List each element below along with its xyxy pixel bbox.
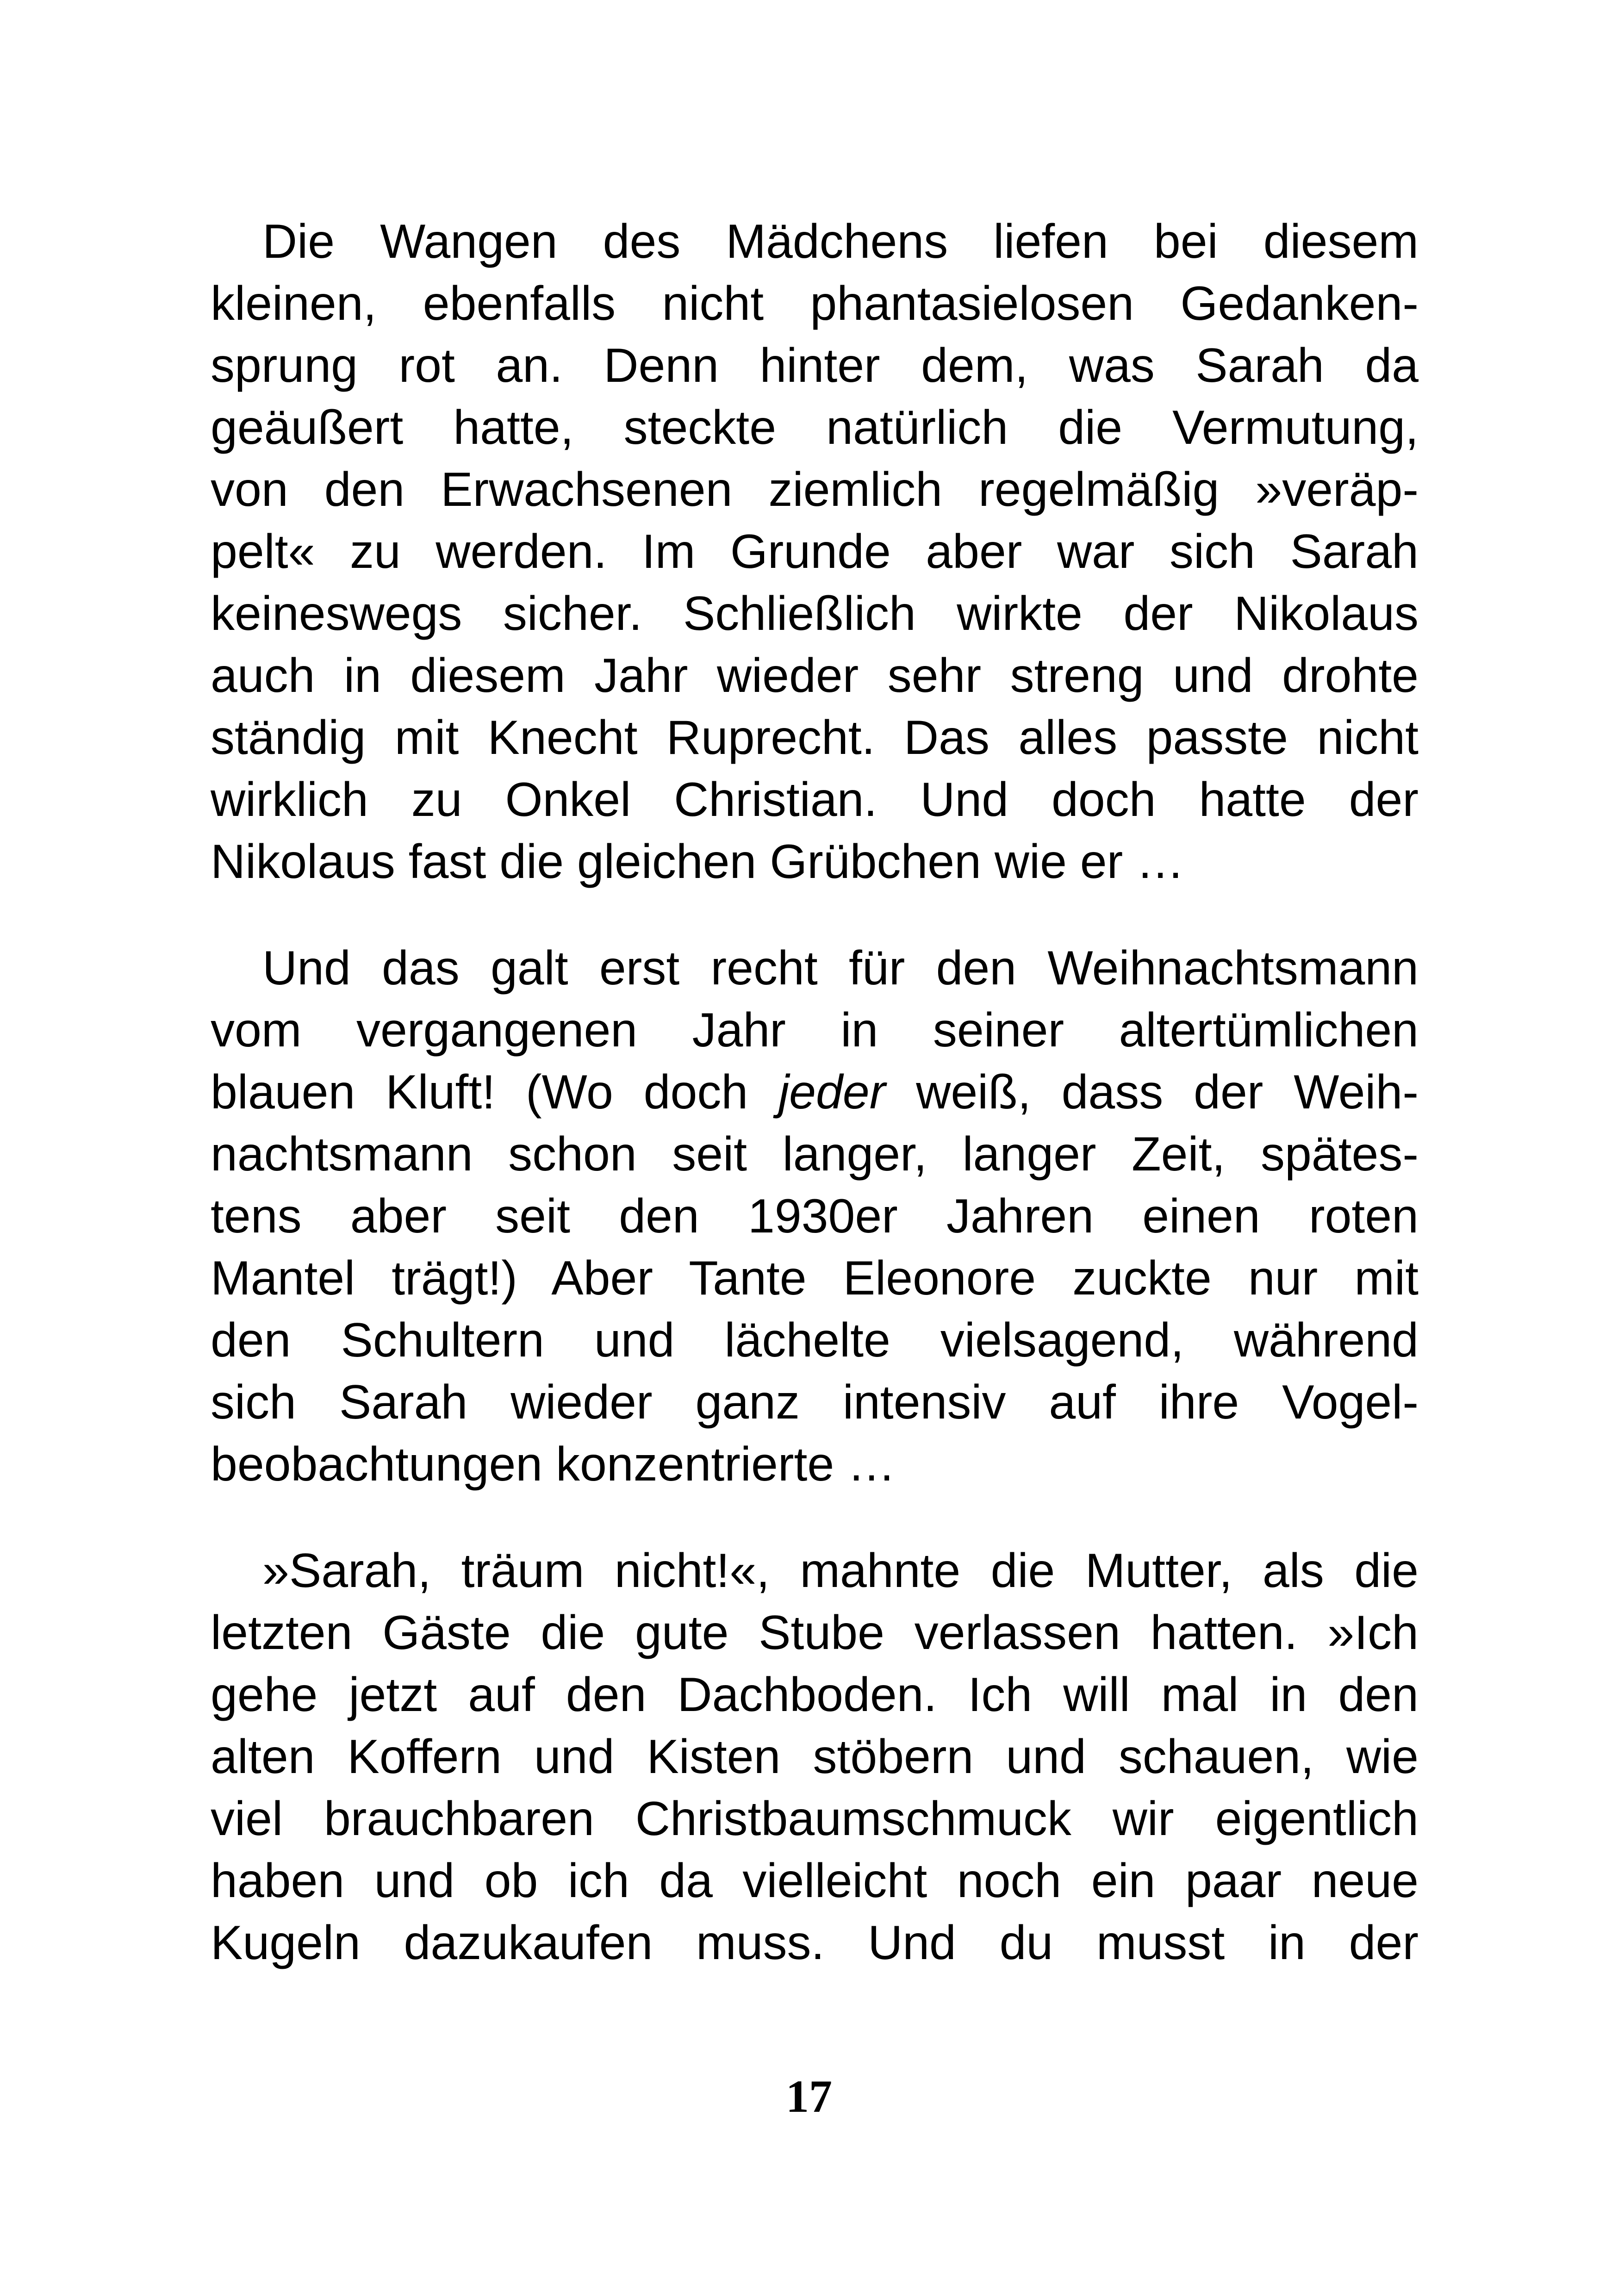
text-line: sprung rot an. Denn hinter dem, was Sarah da (211, 339, 1419, 392)
paragraph-spacer (211, 1495, 1419, 1540)
text-line: auch in diesem Jahr wieder sehr streng und drohte (211, 649, 1419, 703)
text-line: geäußert hatte, steckte natürlich die Vermutung, (211, 401, 1419, 454)
paragraph-2 (211, 937, 1419, 1495)
paragraph-1 (211, 211, 1419, 893)
text-line: sich Sarah wieder ganz intensiv auf ihre Vogel- (211, 1375, 1419, 1429)
text-line: tens aber seit den 1930er Jahren einen roten (211, 1189, 1419, 1243)
emphasized-word: jeder (778, 1065, 886, 1119)
text-line: den Schultern und lächelte vielsagend, während (211, 1313, 1419, 1367)
text-run: blauen Kluft! (Wo doch (211, 1065, 779, 1119)
text-line: »Sarah, träum nicht!«, mahnte die Mutter, als die (262, 1544, 1419, 1598)
paragraph-3 (211, 1540, 1419, 1974)
text-line: letzten Gäste die gute Stube verlassen hatten. »Ich (211, 1606, 1419, 1660)
body-text (211, 211, 1419, 1974)
text-line: Die Wangen des Mädchens liefen bei diesem (262, 215, 1419, 268)
text-line: Nikolaus fast die gleichen Grübchen wie er … (211, 835, 1185, 889)
text-line: alten Koffern und Kisten stöbern und schauen, wie (211, 1730, 1419, 1784)
text-line: haben und ob ich da vielleicht noch ein paar neue (211, 1854, 1419, 1908)
text-line: kleinen, ebenfalls nicht phantasielosen Gedanken- (211, 277, 1419, 330)
text-line: keineswegs sicher. Schließlich wirkte der Nikolaus (211, 587, 1419, 641)
text-line: von den Erwachsenen ziemlich regelmäßig »veräp- (211, 463, 1419, 516)
text-line: beobachtungen konzentrierte … (211, 1437, 896, 1491)
text-line: Mantel trägt!) Aber Tante Eleonore zuckte nur mit (211, 1251, 1419, 1305)
paragraph-spacer (211, 893, 1419, 937)
page-number: 17 (786, 2071, 832, 2122)
text-line: viel brauchbaren Christbaumschmuck wir eigentlich (211, 1792, 1419, 1846)
text-line: pelt« zu werden. Im Grunde aber war sich Sarah (211, 525, 1419, 579)
text-line: gehe jetzt auf den Dachboden. Ich will mal in den (211, 1668, 1419, 1722)
text-run: weiß, dass der Weih- (885, 1065, 1419, 1119)
text-line: vom vergangenen Jahr in seiner altertümlichen (211, 1003, 1419, 1057)
text-line: nachtsmann schon seit langer, langer Zeit, spätes- (211, 1127, 1419, 1181)
text-line: wirklich zu Onkel Christian. Und doch hatte der (211, 773, 1419, 827)
text-line: Und das galt erst recht für den Weihnachtsmann (262, 941, 1419, 995)
text-line (211, 1061, 1419, 1123)
text-line: ständig mit Knecht Ruprecht. Das alles passte nicht (211, 711, 1419, 765)
text-line: Kugeln dazukaufen muss. Und du musst in der (211, 1916, 1419, 1970)
